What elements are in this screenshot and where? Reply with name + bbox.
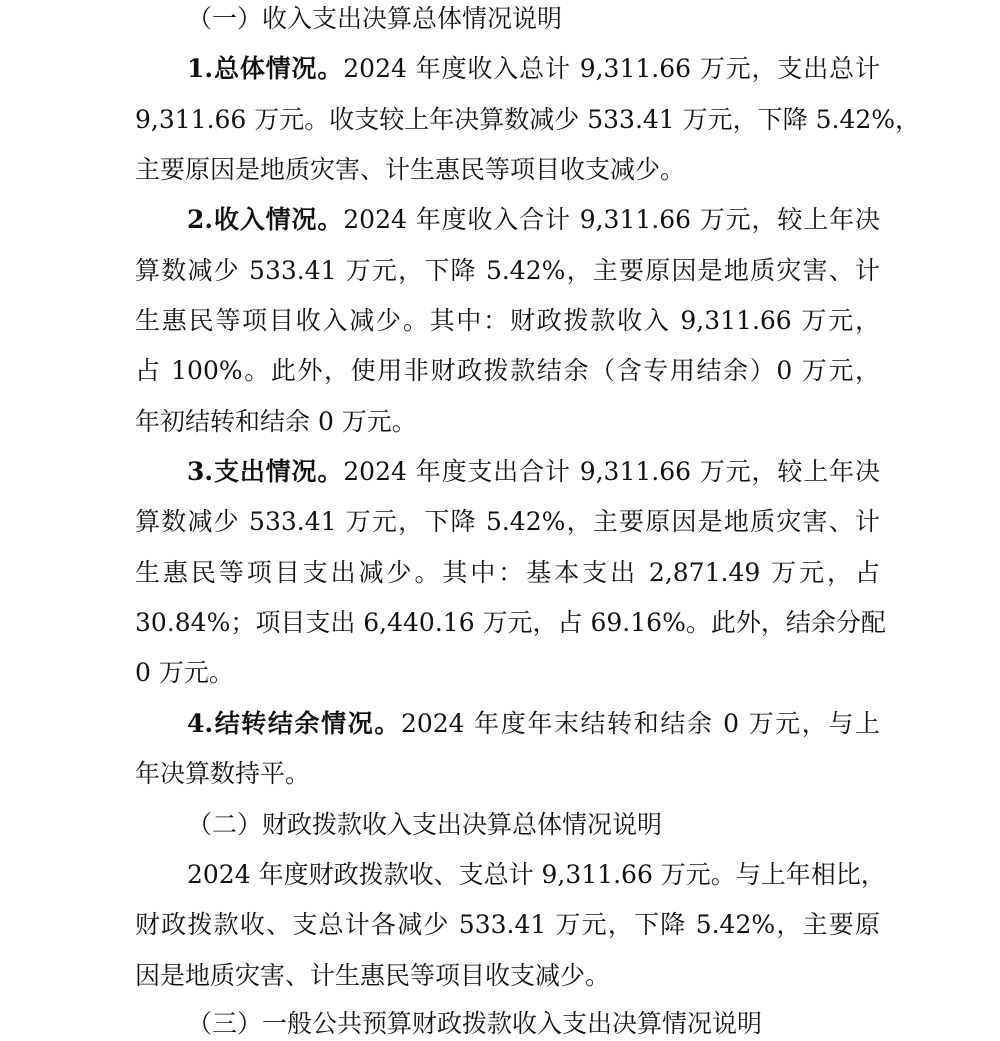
paragraph-expense-line-3: 生惠民等项目支出减少。其中：基本支出 2,871.49 万元，占 [135,558,880,587]
paragraph-label: 2.收入情况。 [187,205,344,234]
paragraph-income-line-1 [187,203,880,237]
paragraph-label: 1.总体情况。 [187,54,344,83]
section2-line-3: 因是地质灾害、计生惠民等项目收支减少。 [135,961,611,990]
paragraph-text: 2024 年度收入总计 9,311.66 万元，支出总计 [343,54,880,83]
paragraph-expense-line-1 [187,455,880,489]
paragraph-text: 2024 年度收入合计 9,311.66 万元，较上年决 [343,205,880,234]
paragraph-overall-line-2: 9,311.66 万元。收支较上年决算数减少 533.41 万元，下降 5.42%， [135,105,921,134]
paragraph-carryover-line-2: 年决算数持平。 [135,759,311,788]
paragraph-label: 4.结转结余情况。 [187,709,401,738]
paragraph-income-line-3: 生惠民等项目收入减少。其中：财政拨款收入 9,311.66 万元， [135,306,880,335]
section-heading-2: （二）财政拨款收入支出决算总体情况说明 [187,810,663,839]
paragraph-income-line-5: 年初结转和结余 0 万元。 [135,407,417,436]
paragraph-text: 2024 年度支出合计 9,311.66 万元，较上年决 [343,457,880,486]
paragraph-label: 3.支出情况。 [187,457,344,486]
paragraph-income-line-4: 占 100%。此外，使用非财政拨款结余（含专用结余）0 万元， [135,356,880,385]
section-heading-3: （三）一般公共预算财政拨款收入支出决算情况说明 [187,1009,763,1038]
paragraph-expense-line-4: 30.84%；项目支出 6,440.16 万元，占 69.16%。此外，结余分配 [135,608,886,637]
section-heading-1: （一）收入支出决算总体情况说明 [187,4,563,33]
paragraph-carryover-line-1 [187,707,880,741]
section2-line-1: 2024 年度财政拨款收、支总计 9,311.66 万元。与上年相比， [187,860,886,889]
paragraph-income-line-2: 算数减少 533.41 万元，下降 5.42%，主要原因是地质灾害、计 [135,256,880,285]
section2-line-2: 财政拨款收、支总计各减少 533.41 万元，下降 5.42%，主要原 [135,910,880,939]
paragraph-expense-line-5: 0 万元。 [135,658,234,687]
paragraph-overall-line-3: 主要原因是地质灾害、计生惠民等项目收支减少。 [135,155,686,184]
paragraph-text: 2024 年度年末结转和结余 0 万元，与上 [400,709,881,738]
paragraph-expense-line-2: 算数减少 533.41 万元，下降 5.42%，主要原因是地质灾害、计 [135,507,880,536]
paragraph-overall-line-1 [187,52,880,86]
